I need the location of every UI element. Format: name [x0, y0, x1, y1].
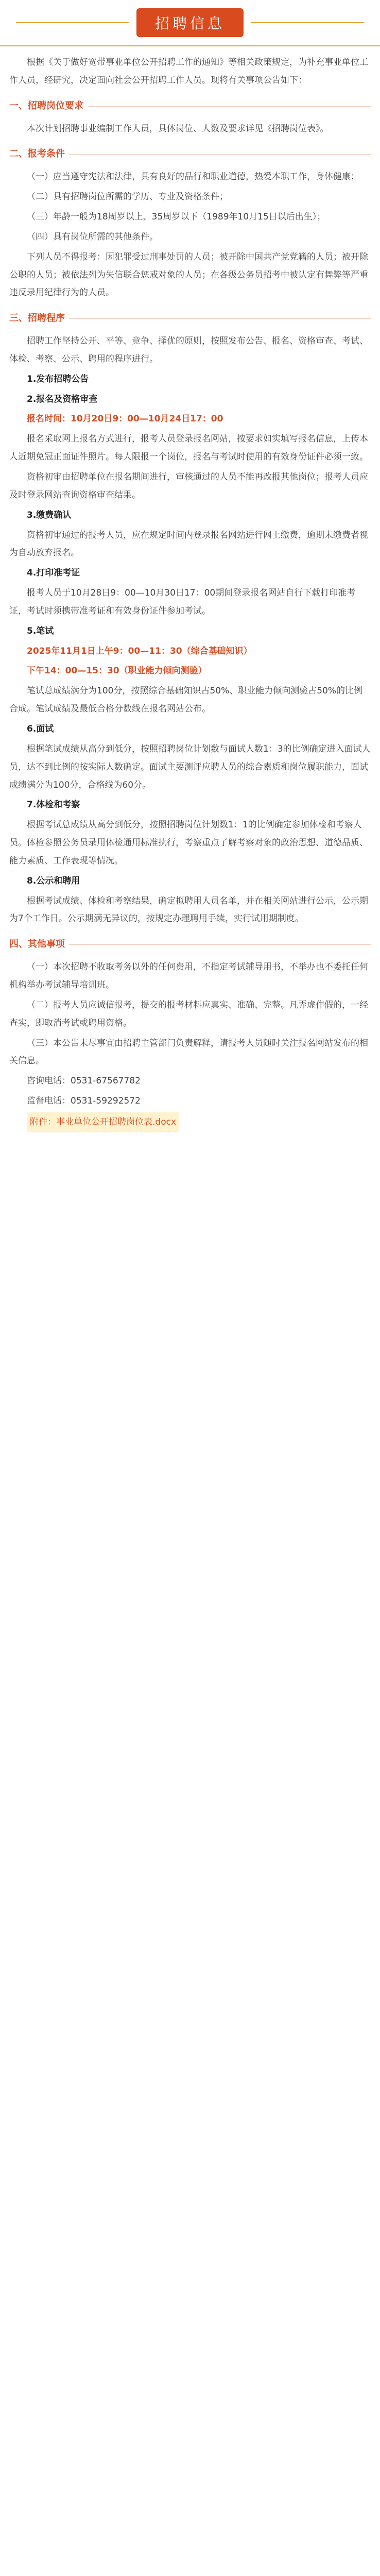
other-item-2: （二）报考人员应诚信报考，提交的报考材料应真实、准确、完整。凡弄虚作假的，一经查实，即取消考试或聘用资格。: [9, 999, 368, 1028]
written-exam-text: 笔试总成绩满分为100分，按照综合基础知识占50%、职业能力倾向测验占50%的比例合成。笔试成绩及最低合格分数线在报名网站公布。: [9, 686, 363, 715]
exclusion-paragraph: 下列人员不得报考：因犯罪受过刑事处罚的人员；被开除中国共产党党籍的人员；被开除公职的人员；被依法列为失信联合惩戒对象的人员；在各级公务员招考中被认定有舞弊等严重违反录用纪律行为的人员。: [9, 251, 368, 298]
step-4-title: 4.打印准考证: [27, 568, 80, 579]
banner: [0, 0, 380, 46]
section-1-title: 一、招聘岗位要求: [9, 100, 83, 111]
review-text: 资格初审由招聘单位在报名期间进行，审核通过的人员不能再改报其他岗位；报考人员应及时登录网站查询资格审查结果。: [9, 472, 368, 500]
requirement-1: （一）应当遵守宪法和法律，具有良好的品行和职业道德，热爱本职工作，身体健康；: [27, 172, 359, 182]
exam-time-morning: 2025年11月1日上午9：00—11：30（综合基础知识）: [27, 646, 252, 656]
banner-left-rule: [16, 22, 129, 23]
section-4-header: [9, 935, 371, 954]
section-2-rule: [69, 154, 371, 155]
attachment-line[interactable]: [9, 1112, 371, 1132]
section-4-rule: [69, 944, 371, 945]
section-2-title: 二、报考条件: [9, 148, 65, 160]
physical-exam-text: 根据考试总成绩从高分到低分，按照招聘岗位计划数1：1的比例确定参加体检和考察人员。体检参照公务员录用体检通用标准执行，考察重点了解考察对象的政治思想、道德品质、能力素质、工作表现等情况。: [9, 820, 368, 866]
banner-title: 招聘信息: [136, 8, 244, 37]
step-1-title: 1.发布招聘公告: [27, 374, 89, 384]
publicity-text: 根据考试成绩、体检和考察结果，确定拟聘用人员名单，并在相关网站进行公示，公示期为7个工作日。公示期满无异议的，按规定办理聘用手续，实行试用期制度。: [9, 895, 368, 924]
banner-inner: [0, 11, 380, 34]
requirement-4: （四）具有岗位所需的其他条件。: [27, 231, 158, 242]
step-3-title: 3.缴费确认: [27, 510, 72, 520]
contact-phone: 0531-67567782: [71, 1076, 141, 1087]
admission-ticket-text: 报考人员于10月28日9：00—10月30日17：00期间登录报名网站自行下载打印准考证，考试时须携带准考证和有效身份证件参加考试。: [9, 588, 356, 616]
other-item-1: （一）本次招聘不收取考务以外的任何费用，不指定考试辅导用书，不举办也不委托任何机构举办考试辅导培训班。: [9, 962, 368, 990]
section-4-title: 四、其他事项: [9, 939, 65, 950]
other-item-3: （三）本公告未尽事宜由招聘主管部门负责解释，请报考人员随时关注报名网站发布的相关信息。: [9, 1038, 368, 1066]
requirement-2: （二）具有招聘岗位所需的学历、专业及资格条件；: [27, 192, 228, 202]
section-3-header: [9, 309, 371, 328]
supervise-label: 监督电话：: [27, 1096, 71, 1107]
step-2-title: 2.报名及资格审查: [27, 394, 98, 404]
supervise-phone: 0531-59292572: [71, 1096, 141, 1107]
banner-right-rule: [251, 22, 364, 23]
section-3-rule: [69, 318, 371, 319]
procedure-lead: 招聘工作坚持公开、平等、竞争、择优的原则，按照发布公告、报名、资格审查、考试、体检、考察、公示、聘用的程序进行。: [9, 336, 368, 364]
payment-text: 资格初审通过的报考人员，应在规定时间内登录报名网站进行网上缴费，逾期未缴费者视为自动放弃报名。: [9, 530, 368, 558]
contact-label: 咨询电话：: [27, 1076, 71, 1087]
registration-text: 报名采取网上报名方式进行，报考人员登录报名网站，按要求如实填写报名信息，上传本人近期免冠正面证件照片。每人限报一个岗位，报名与考试时使用的有效身份证件必须一致。: [9, 434, 368, 463]
supervise-line: [9, 1092, 371, 1110]
requirement-3: （三）年龄一般为18周岁以上、35周岁以下（1989年10月15日以后出生）；: [27, 212, 326, 222]
step-8-title: 8.公示和聘用: [27, 875, 80, 886]
interview-text: 根据笔试成绩从高分到低分，按照招聘岗位计划数与面试人数1：3的比例确定进入面试人员，达不到比例的按实际人数确定。面试主要测评应聘人员的综合素质和岗位履职能力，面试成绩满分为100分，合格线为60分。: [9, 743, 371, 790]
registration-time: 报名时间：10月20日9：00—10月24日17：00: [27, 414, 223, 425]
section-1-header: [9, 97, 371, 116]
section-1-rule: [88, 106, 371, 107]
contact-line: [9, 1072, 371, 1090]
step-7-title: 7.体检和考察: [27, 800, 80, 810]
attachment-link[interactable]: 附件：事业单位公开招聘岗位表.docx: [27, 1112, 179, 1132]
intro-paragraph: 根据《关于做好宽带事业单位公开招聘工作的通知》等相关政策规定，为补充事业单位工作人员，经研究，决定面向社会公开招聘工作人员。现将有关事项公告如下：: [9, 57, 368, 86]
step-6-title: 6.面试: [27, 723, 54, 734]
section-1-text: 本次计划招聘事业编制工作人员，具体岗位、人数及要求详见《招聘岗位表》。: [27, 123, 329, 134]
exam-time-afternoon: 下午14：00—15：30（职业能力倾向测验）: [27, 666, 207, 676]
article-body: [9, 54, 371, 1134]
step-5-title: 5.笔试: [27, 625, 54, 636]
section-3-title: 三、招聘程序: [9, 313, 65, 324]
section-2-header: [9, 145, 371, 164]
